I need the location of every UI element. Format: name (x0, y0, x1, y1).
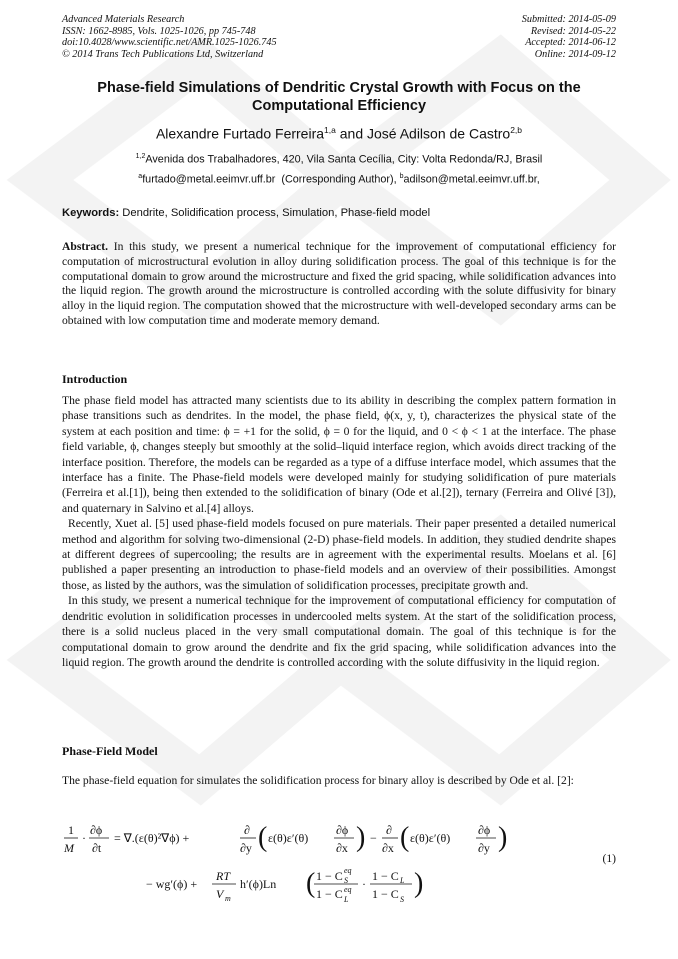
copyright-line: © 2014 Trans Tech Publications Ltd, Switzerland (62, 48, 264, 60)
eq-minus: − (370, 831, 377, 845)
eq-dphi-top: ∂ϕ (90, 823, 103, 837)
intro-paragraph-2: Recently, Xuet al. [5] used phase-field models focused on pure materials. Their paper presented a detailed numerical method and algorithm for solving two-dimensional (2-D) phase-field models. In addition, they studied dendrite shapes at different degrees of supercooling; the results are in agreement with the experimental results. Moelans et al. [6] published a paper presenting an introduction to phase-field models and an overview of their possibilities. Amongst those, as listed by the authors, was the simulation of solidification processes, precipitate growth and. (62, 517, 616, 592)
affiliation-marker: 1,2 (135, 153, 146, 160)
phase-field-heading: Phase-Field Model (62, 744, 158, 758)
eq-frac1-den-sup: eq (344, 885, 352, 894)
svg-text:(: ( (258, 822, 268, 853)
eq-frac1-num: 1 − C (316, 869, 343, 883)
eq-mobility: M (64, 841, 74, 855)
eq-gradient-term: = ∇.(ε(θ)²∇ϕ) + (114, 831, 190, 845)
svg-text:): ) (414, 868, 424, 899)
accepted-date: Accepted: 2014-06-12 (525, 37, 616, 49)
keywords-label: Keywords: (62, 207, 120, 219)
eq-dt: ∂t (92, 841, 102, 855)
eq-d1: ∂ (244, 823, 250, 837)
eq-dphi-1: ∂ϕ (336, 823, 349, 837)
eq-dphi-2: ∂ϕ (478, 823, 491, 837)
eq-eps-term-1: ε(θ)ε′(θ) (268, 831, 309, 845)
eq-d2: ∂ (386, 823, 392, 837)
abstract (62, 240, 616, 329)
equation-1 (62, 812, 616, 908)
journal-name: Advanced Materials Research (62, 14, 185, 25)
abstract-label: Abstract. (62, 240, 109, 253)
email-b[interactable]: adilson@metal.eeimvr.uff.br, (403, 173, 540, 186)
online-date: Online: 2014-09-12 (534, 48, 616, 60)
journal-info (62, 14, 277, 60)
eq-line2-b: h′(ϕ)Ln (240, 877, 277, 891)
author-2-affil: 2,b (510, 125, 523, 135)
eq-frac1-num-sup: eq (344, 866, 352, 875)
author-conjunction: and (335, 125, 367, 142)
eq-frac2-den: 1 − C (372, 887, 399, 901)
affiliation-text: Avenida dos Trabalhadores, 420, Vila Santa Cecília, City: Volta Redonda/RJ, Brasil (145, 153, 543, 166)
intro-paragraph-1: The phase field model has attracted many scientists due to its ability in describing the complex pattern formation in phase transitions such as dendrites. In the model, the phase field, ϕ(x, y, t), characterizes the physical state of the system at each position and time: ϕ = +1 for the solid, ϕ = 0 for the liquid, and 0 < ϕ < 1 at the interface. The phase field variable, ϕ, changes steeply but smoothly at the solid–liquid interface region, which avoids direct tracking of the interface position. Therefore, the models can be regarded as a type of a diffuse interface model, which assumes that the interface has a finite. The Phase-field models were developed mainly for studying solidification of pure materials (Ferreira et al.[1]), being then extended to the solidification of binary (Ode et al.[2]), ternary (Ferreira and Olivé [3]), and quaternary in Salvino et al.[4] alloys. (62, 394, 616, 515)
svg-text:·: · (82, 831, 86, 845)
keywords-text: Dendrite, Solidification process, Simulation, Phase-field model (119, 207, 431, 219)
author-line (62, 122, 616, 143)
eq-frac1-den: 1 − C (316, 887, 343, 901)
email-line (62, 170, 616, 187)
email-a[interactable]: furtado@metal.eeimvr.uff.br (142, 173, 276, 186)
keywords (62, 206, 616, 220)
eq-one: 1 (68, 823, 74, 837)
revised-date: Revised: 2014-05-22 (530, 25, 616, 37)
doi-line: doi:10.4028/www.scientific.net/AMR.1025-1026.745 (62, 37, 277, 49)
corresponding-note: (Corresponding Author), (275, 173, 400, 186)
eq-dx-2: ∂x (382, 841, 394, 855)
eq-frac2-num-sub: L (400, 876, 405, 885)
author-2: José Adilson de Castro (367, 125, 511, 142)
submitted-date: Submitted: 2014-05-09 (521, 14, 616, 25)
svg-text:): ) (498, 822, 508, 853)
email-a-marker: a (138, 173, 143, 180)
abstract-text: In this study, we present a numerical technique for the improvement of computational efficiency for computation of microstructural evolution in alloy during solidification process. The goal of this technique is for the computational domain to grow around the microstructure and fixed the grid spacing, while solidification advances into the liquid region. The growth around the microstructure is controlled according with the solute diffusivity for binary alloy in the liquid region. The computation showed that the microstructure with well-developed secondary arms can be obtained with low computation time and moderate memory demand. (62, 240, 616, 327)
eq-Vm-sub: m (225, 894, 231, 903)
eq-dy: ∂y (240, 841, 252, 855)
eq-dx-1: ∂x (336, 841, 348, 855)
phase-field-paragraph: The phase-field equation for simulates the solidification process for binary alloy is described by Ode et al. [2]: (62, 774, 574, 787)
eq-eps-term-2: ε(θ)ε′(θ) (410, 831, 451, 845)
issn-line: ISSN: 1662-8985, Vols. 1025-1026, pp 745-748 (62, 25, 256, 37)
submission-dates (522, 14, 616, 60)
equation-number: (1) (602, 852, 616, 865)
paper-title: Phase-field Simulations of Dendritic Crystal Growth with Focus on the Computational Efficiency (97, 80, 581, 114)
svg-text:): ) (356, 822, 366, 853)
author-1-affil: 1,a (324, 125, 336, 135)
author-1: Alexandre Furtado Ferreira (155, 125, 325, 142)
svg-text:(: ( (306, 868, 316, 899)
affiliation (62, 150, 616, 167)
eq-frac2-num: 1 − C (372, 869, 399, 883)
email-b-marker: b (399, 173, 404, 180)
phase-field-intro (62, 773, 616, 788)
journal-header (62, 14, 616, 68)
eq-dy-2: ∂y (478, 841, 490, 855)
svg-text:(: ( (400, 822, 410, 853)
svg-text:·: · (362, 877, 366, 891)
introduction-heading: Introduction (62, 372, 128, 386)
introduction-body (62, 393, 616, 670)
eq-frac2-den-sub: S (400, 895, 404, 904)
eq-frac1-num-sub: S (344, 876, 348, 885)
eq-frac1-den-sub: L (344, 895, 349, 904)
intro-paragraph-3: In this study, we present a numerical technique for the improvement of computational efficiency for computation of dendritic evolution in solidification processes in undercooled melts system. At the start of the solidification process, there is a solid nucleus placed in the very small computational domain. The goal of this technique is for the computational domain to grow around the dendrite and fix the grid spacing, while solidification advances into the liquid region. The growth around the dendrite is controlled according with the solute diffusivity in the liquid region. (62, 594, 616, 669)
eq-Vm: V (216, 887, 224, 901)
eq-RT: RT (216, 869, 231, 883)
eq-line2-a: − wg′(ϕ) + (146, 877, 198, 891)
